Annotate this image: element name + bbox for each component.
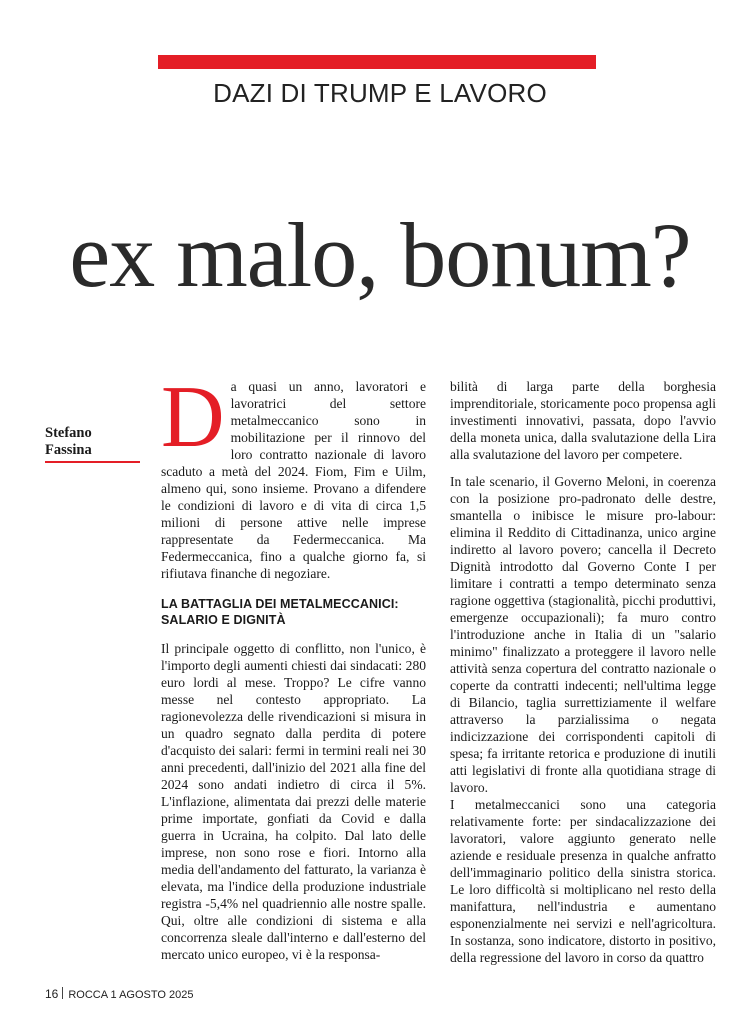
footer-divider (62, 987, 63, 999)
left-column (161, 369, 426, 963)
body-paragraph: bilità di larga parte della borghesia imprenditoriale, storicamente poco propensa agli investimenti innovativi, passata, dopo l'avvio della moneta unica, dalla svalutazione della Lira alla svalutazione del lavoro per competere. (450, 379, 716, 462)
author-first-name: Stefano (45, 425, 92, 441)
page-footer (45, 987, 194, 1001)
article-headline: ex malo, bonum? (69, 204, 691, 306)
section-kicker: DAZI DI TRUMP E LAVORO (213, 78, 547, 108)
right-column (450, 378, 716, 966)
section-subhead: LA BATTAGLIA DEI METALMECCANICI: SALARIO E DIGNITÀ (161, 597, 399, 627)
intro-text: a quasi un anno, lavoratori e lavoratrici del settore metalmeccanico sono in mobilitazione per il rinnovo del loro contratto nazionale di lavoro scaduto a metà del 2024. Fiom, Fim e Uilm, almeno qui, sono insieme. Provano a difendere le condizioni di lavoro e di vita di circa 1,5 milioni di persone attive nelle imprese rappresentate da Federmeccanica. Ma Federmeccanica, fino a qualche giorno fa, si rifiutava finanche di negoziare. (161, 379, 426, 581)
page-number: 16 (45, 987, 59, 1001)
body-paragraph: In tale scenario, il Governo Meloni, in coerenza con la posizione pro-padronato delle destre, smantella o inibisce le misure pro-labour: elimina il Reddito di Cittadinanza, unico argine indiretto al lavoro povero; cancella il Decreto Dignità introdotto dal Governo Conte I per limitare i contratti a tempo determinato senza ragione oggettiva (stagionalità, picchi produttivi, emergenze occupazionali); fa muro contro l'introduzione anche in Italia di un "salario minimo" finalizzato a proteggere il lavoro nelle attività senza copertura del contratto nazionale o coperte da contratti indecenti; nell'ultima legge di Bilancio, taglia surrettiziamente il welfare attraverso la parzialissima o negata indicizzazione dei corrispondenti capitoli di spesa; fa irritante retorica e produzione di inutili atti legislativi di fronte alla quotidiana strage di lavoro. (450, 474, 716, 795)
body-paragraph: Il principale oggetto di conflitto, non l'unico, è l'importo degli aumenti chiesti dai sindacati: 280 euro lordi al mese. Troppo? Le cifre vanno messe nel contesto appropriato. La ragionevolezza delle rivendicazioni si misura in un quadro segnato dalla perdita di potere d'acquisto dei salari: fermi in termini reali nei 30 anni precedenti, dall'inizio del 2021 alla fine del 2024 sono andati indietro di circa il 5%. L'inflazione, alimentata dai prezzi delle materie prime importate, gonfiati da Covid e dalla guerra in Ucraina, ha colpito. Dal lato delle imprese, non sono rose e fiori. Intorno alla media dell'andamento del fatturato, la varianza è elevata, ma l'indice della produzione industriale registra -5,4% nel quadriennio alle nostre spalle. Qui, oltre alle condizioni di sistema e alla concorrenza sleale dall'interno e dall'esterno del mercato unico europeo, vi è la responsa- (161, 641, 426, 962)
drop-cap: D (161, 369, 225, 466)
body-paragraph: I metalmeccanici sono una categoria relativamente forte: per sindacalizzazione dei lavoratori, valore aggiunto generato nelle aziende e residuale presenza in qualche anfratto dell'immaginario politico della sinistra storica. Le loro difficoltà si moltiplicano nel resto della manifattura, nell'industria e aumentano esponenzialmente nei servizi e nell'agricoltura. In sostanza, sono indicatore, distorto in positivo, della regressione del lavoro in corso da quattro (450, 797, 716, 965)
author-byline (45, 425, 140, 459)
top-red-bar (158, 55, 596, 69)
author-last-name: Fassina (45, 442, 92, 458)
author-red-rule (45, 461, 140, 463)
publication-info: ROCCA 1 AGOSTO 2025 (68, 989, 194, 1001)
intro-paragraph (161, 369, 426, 582)
